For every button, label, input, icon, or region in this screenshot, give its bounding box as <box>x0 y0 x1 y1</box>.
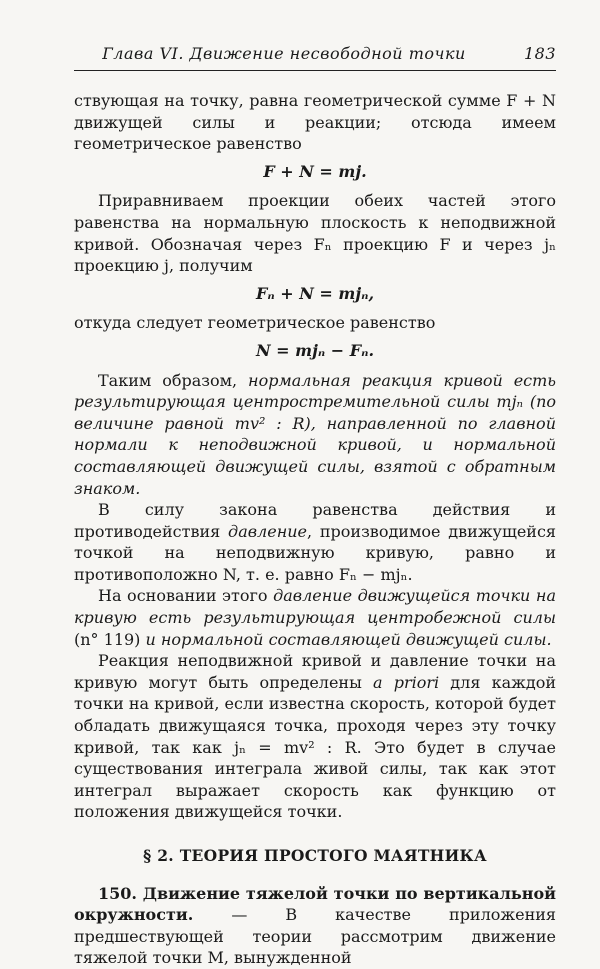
p7-emphasis: a priori <box>373 672 440 692</box>
paragraph-3: откуда следует геометрическое равенство <box>74 313 436 333</box>
body-text <box>74 90 556 969</box>
p4-text: Таким образом, <box>98 370 249 390</box>
header-rule <box>74 70 556 71</box>
p6-emphasis-2: и нормальной составляющей движущей силы. <box>145 629 552 649</box>
p8-text: — В качестве приложения предшествующей теории рассмотрим движение тяжелой точки M, вынужденной <box>74 905 556 968</box>
chapter-title: Глава VI. Движение несвободной точки <box>102 44 466 63</box>
paragraph-1: ствующая на точку, равна геометрической сумме F + N движущей силы и реакции; отсюда имеем геометрическое равенство <box>74 91 556 154</box>
paragraph-4 <box>74 370 556 500</box>
paragraph-6 <box>74 585 556 650</box>
paragraph-7 <box>74 650 556 823</box>
paragraph-5 <box>74 499 556 585</box>
equation-1: F + N = mj. <box>263 161 367 181</box>
equation-2: Fₙ + N = mjₙ, <box>255 283 375 303</box>
p5-text-c: , производимое движущейся точкой на неподвижную кривую, равно и противоположно N, т. е. равно Fₙ − mjₙ. <box>74 521 557 584</box>
p6-text-a: На основании этого <box>98 586 274 606</box>
article-heading: 150. Движение тяжелой точки по вертикальной окружности. <box>74 883 556 925</box>
paragraph-2: Приравниваем проекции обеих частей этого равенства на нормальную плоскость к неподвижной кривой. Обозначая через Fₙ проекцию F и через jₙ проекцию j, получим <box>74 191 556 276</box>
equation-3: N = mjₙ − Fₙ. <box>255 340 375 360</box>
p6-emphasis-1: давление движущейся точки на кривую есть результирующая центробежной силы <box>74 586 557 628</box>
p6-text-c: (n° 119) <box>74 629 146 649</box>
section-heading: § 2. ТЕОРИЯ ПРОСТОГО МАЯТНИКА <box>143 846 487 865</box>
paragraph-8 <box>74 883 556 969</box>
p7-text-c: для каждой точки на кривой, если известна скорость, которой будет обладать движущаяся точка, проходя через эту точку кривой, так как jₙ = mv² : R. Это будет в случае существования интеграла живой силы, так как этот интеграл выражает скорость как функцию от положения движущейся точки. <box>74 672 556 822</box>
p5-text-a: В силу закона равенства действия и противодействия <box>74 500 556 541</box>
p7-text-a: Реакция неподвижной кривой и давление точки на кривую могут быть определены <box>74 651 556 692</box>
p5-emphasis: давление <box>228 521 308 541</box>
p4-emphasis: нормальная реакция кривой есть результирующая центростремительной силы mjₙ (по величине равной mv² : R), направленной по главной нормали к неподвижной кривой, и нормальной составляющей движущей силы, взятой с обратным знаком. <box>74 370 556 498</box>
page-number: 183 <box>523 44 556 63</box>
